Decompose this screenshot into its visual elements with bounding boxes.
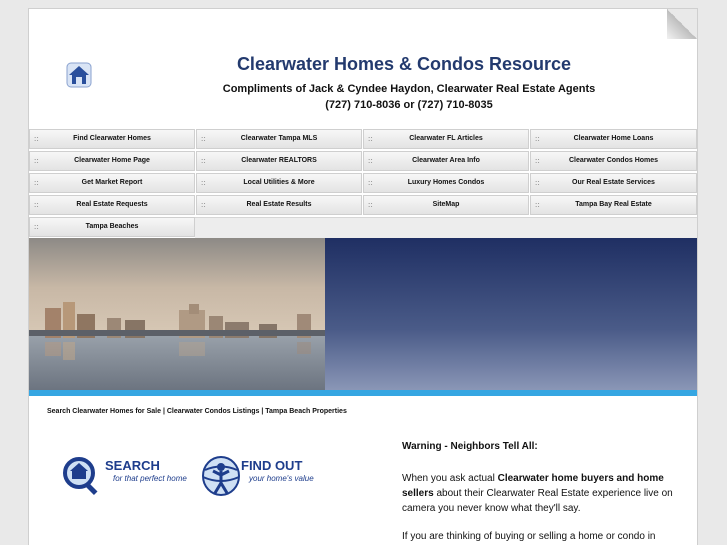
nav-item-clearwater-home-page[interactable]: :: Clearwater Home Page: [29, 151, 195, 171]
nav-empty-fill: [195, 217, 698, 238]
nav-item-clearwater-fl-articles[interactable]: :: Clearwater FL Articles: [363, 129, 529, 149]
findout-logo-tagline: your home's value: [249, 474, 314, 483]
clearwater-skyline-photo: [29, 238, 325, 390]
intro-text-bold: Clearwater home buyers and home sellers: [402, 473, 664, 499]
house-icon[interactable]: [65, 61, 93, 89]
second-paragraph: If you are thinking of buying or selling a home or condo in: [402, 531, 656, 542]
findout-logo-title: FIND OUT: [241, 458, 303, 473]
nav-item-tampa-beaches[interactable]: :: Tampa Beaches: [29, 217, 195, 237]
nav-item-our-real-estate-services[interactable]: :: Our Real Estate Services: [530, 173, 697, 193]
nav-item-clearwater-area-info[interactable]: :: Clearwater Area Info: [363, 151, 529, 171]
globe-figure-icon: [201, 455, 241, 497]
intro-paragraph: [402, 471, 682, 516]
page-container: [28, 8, 698, 545]
search-logo-title: SEARCH: [105, 458, 160, 473]
magnifier-house-icon: [61, 455, 103, 497]
nav-item-real-estate-results[interactable]: :: Real Estate Results: [196, 195, 362, 215]
nav-item-get-market-report[interactable]: :: Get Market Report: [29, 173, 195, 193]
compliments-line: Compliments of Jack & Cyndee Haydon, Clearwater Real Estate Agents: [222, 83, 596, 95]
nav-item-find-clearwater-homes[interactable]: :: Find Clearwater Homes: [29, 129, 195, 149]
page-curl-decoration: [667, 9, 697, 39]
nav-item-clearwater-realtors[interactable]: :: Clearwater REALTORS: [196, 151, 362, 171]
intro-text-start: When you ask actual: [402, 473, 498, 484]
phone-numbers: (727) 710-8036 or (727) 710-8035: [325, 99, 493, 111]
search-homes-button[interactable]: [61, 455, 201, 497]
search-logo-tagline: for that perfect home: [113, 474, 187, 483]
nav-item-luxury-homes-condos[interactable]: :: Luxury Homes Condos: [363, 173, 529, 193]
warning-heading: Warning - Neighbors Tell All:: [402, 441, 538, 452]
page-title: Clearwater Homes & Condos Resource: [236, 54, 572, 74]
search-links-line[interactable]: Search Clearwater Homes for Sale | Clearwater Condos Listings | Tampa Beach Properties: [47, 408, 347, 415]
nav-item-local-utilities[interactable]: :: Local Utilities & More: [196, 173, 362, 193]
banner-accent-stripe: [29, 390, 698, 396]
nav-item-tampa-bay-real-estate[interactable]: :: Tampa Bay Real Estate: [530, 195, 697, 215]
intro-text-end: about their Clearwater Real Estate experience live on camera you never know what they'll say.: [402, 488, 673, 514]
nav-item-clearwater-tampa-mls[interactable]: :: Clearwater Tampa MLS: [196, 129, 362, 149]
banner: [29, 238, 698, 390]
nav-item-real-estate-requests[interactable]: :: Real Estate Requests: [29, 195, 195, 215]
find-home-value-button[interactable]: [201, 455, 331, 497]
nav-item-clearwater-condos-homes[interactable]: :: Clearwater Condos Homes: [530, 151, 697, 171]
nav-item-sitemap[interactable]: :: SiteMap: [363, 195, 529, 215]
nav-item-clearwater-home-loans[interactable]: :: Clearwater Home Loans: [530, 129, 697, 149]
